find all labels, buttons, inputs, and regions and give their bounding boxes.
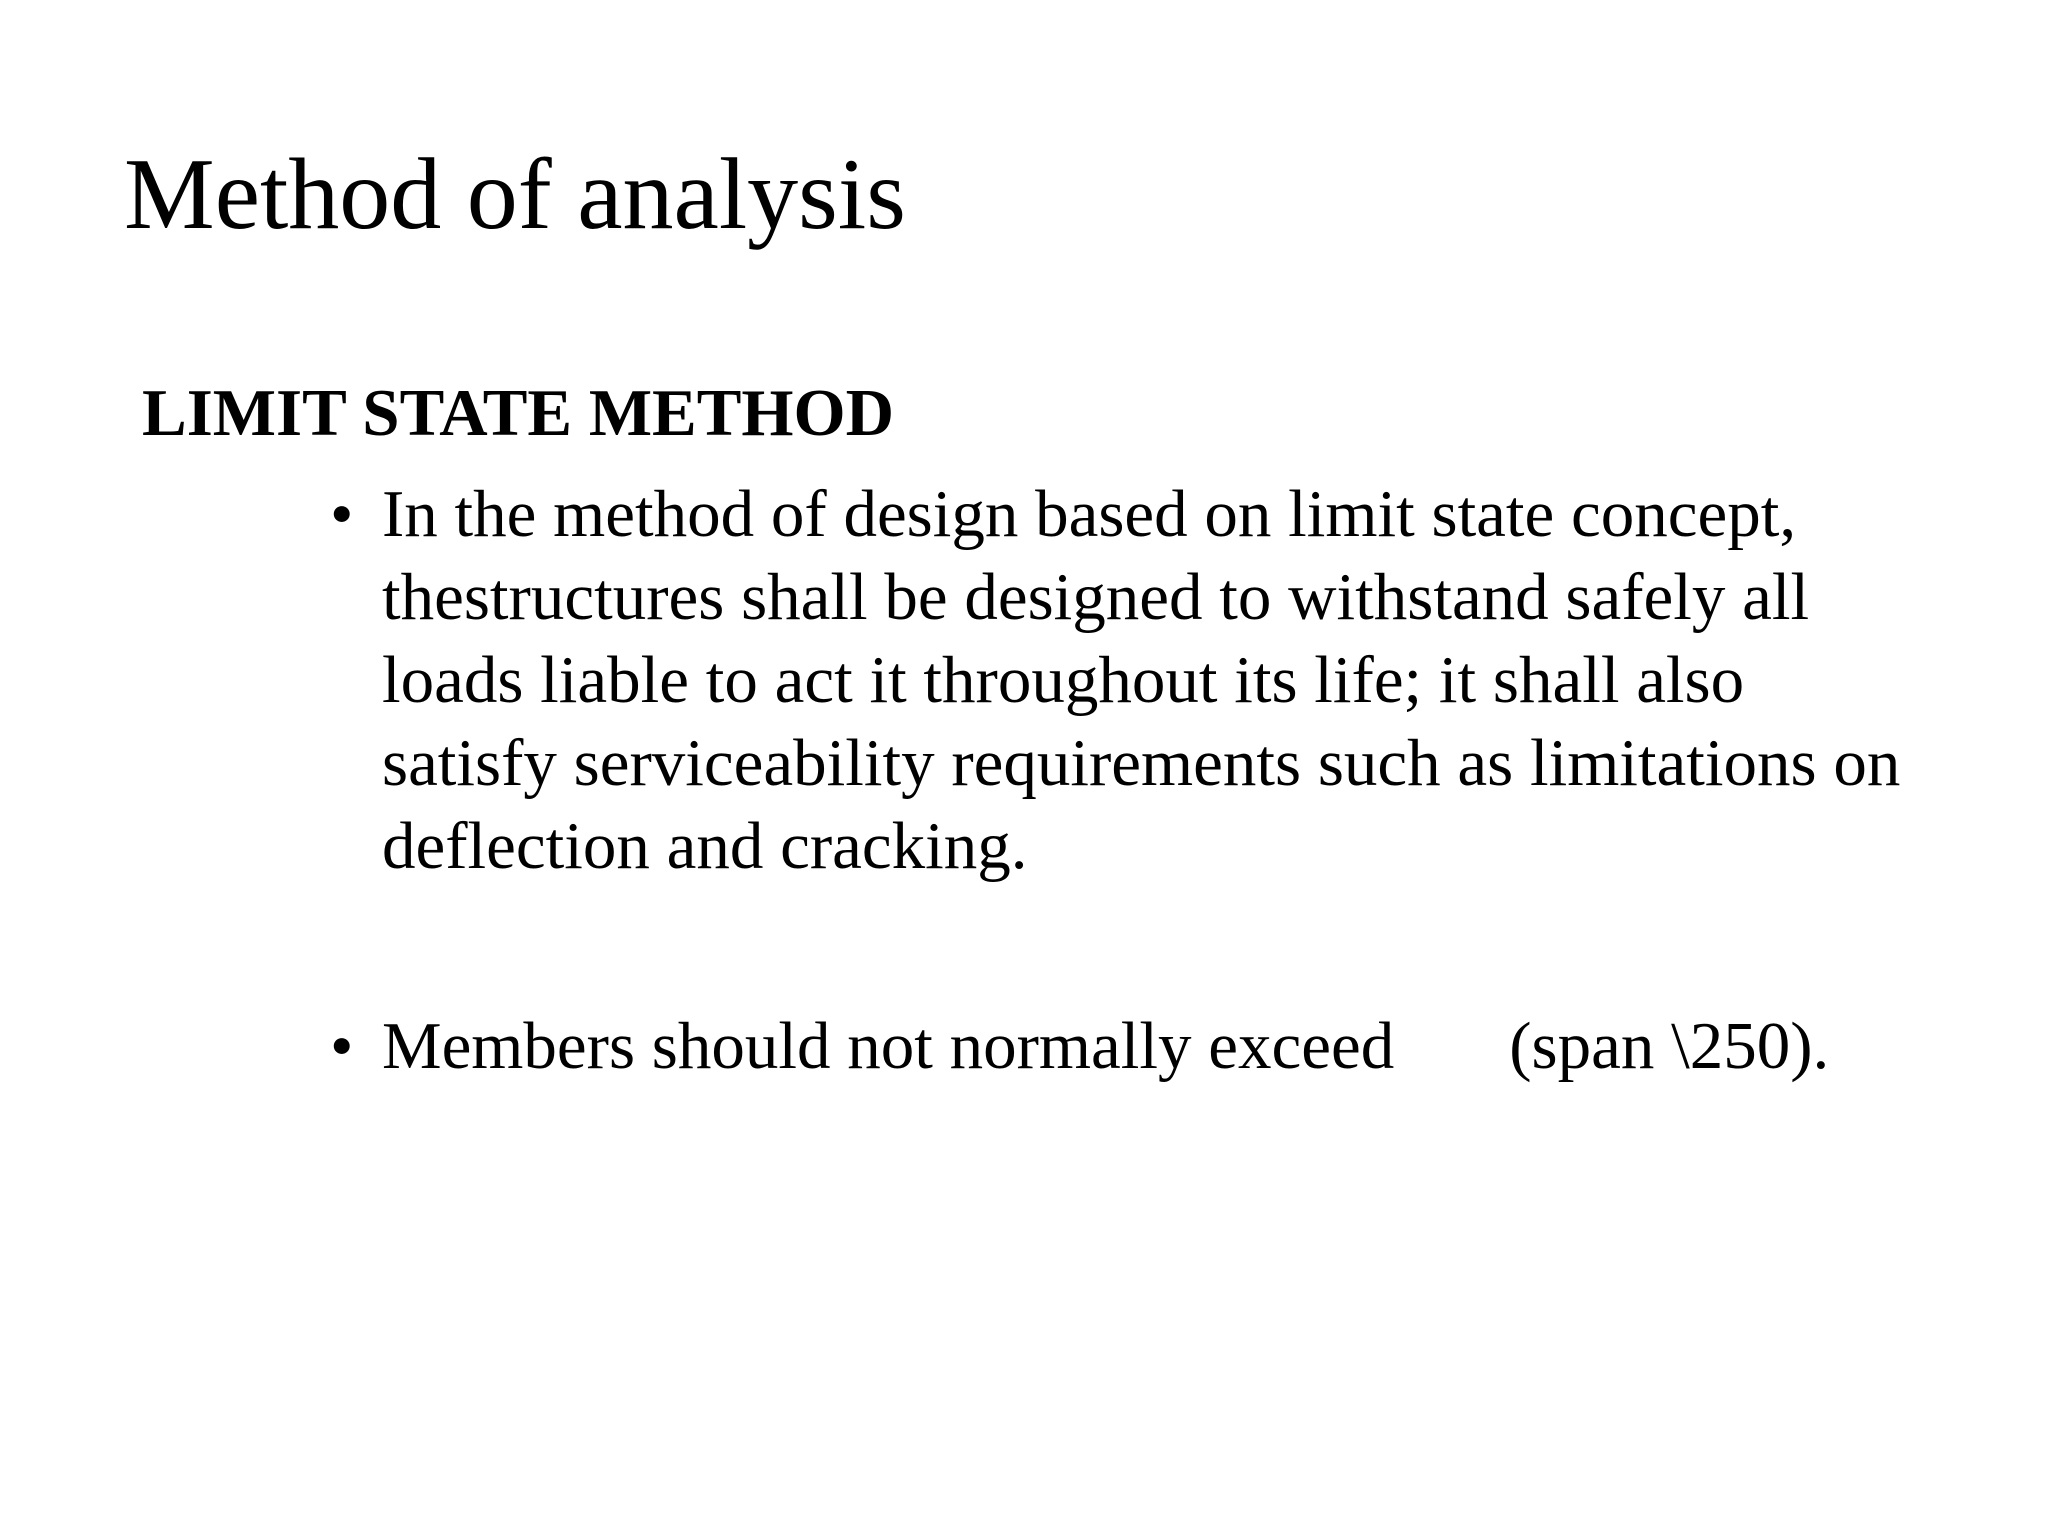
- bullet-dot-icon: •: [330, 477, 354, 551]
- bullet-text: [382, 1005, 1829, 1088]
- bullet-line-1: In the method of design based on limit state concept,: [382, 477, 1797, 551]
- bullet-line-5: deflection and cracking.: [382, 809, 1028, 883]
- bullet-dot-icon: •: [330, 1009, 354, 1083]
- bullet-text-before-gap: Members should not normally exceed: [382, 1009, 1395, 1083]
- bullet-line-2: thestructures shall be designed to withstand safely all: [382, 560, 1810, 634]
- slide-title: Method of analysis: [124, 138, 906, 251]
- bullet-line-4: satisfy serviceability requirements such as limitations on: [382, 726, 1901, 800]
- bullet-line-3: loads liable to act it throughout its life; it shall also: [382, 643, 1745, 717]
- section-heading: LIMIT STATE METHOD: [142, 376, 895, 450]
- bullet-text: [382, 473, 1900, 888]
- bullet-text-after-gap: (span \250).: [1509, 1009, 1830, 1083]
